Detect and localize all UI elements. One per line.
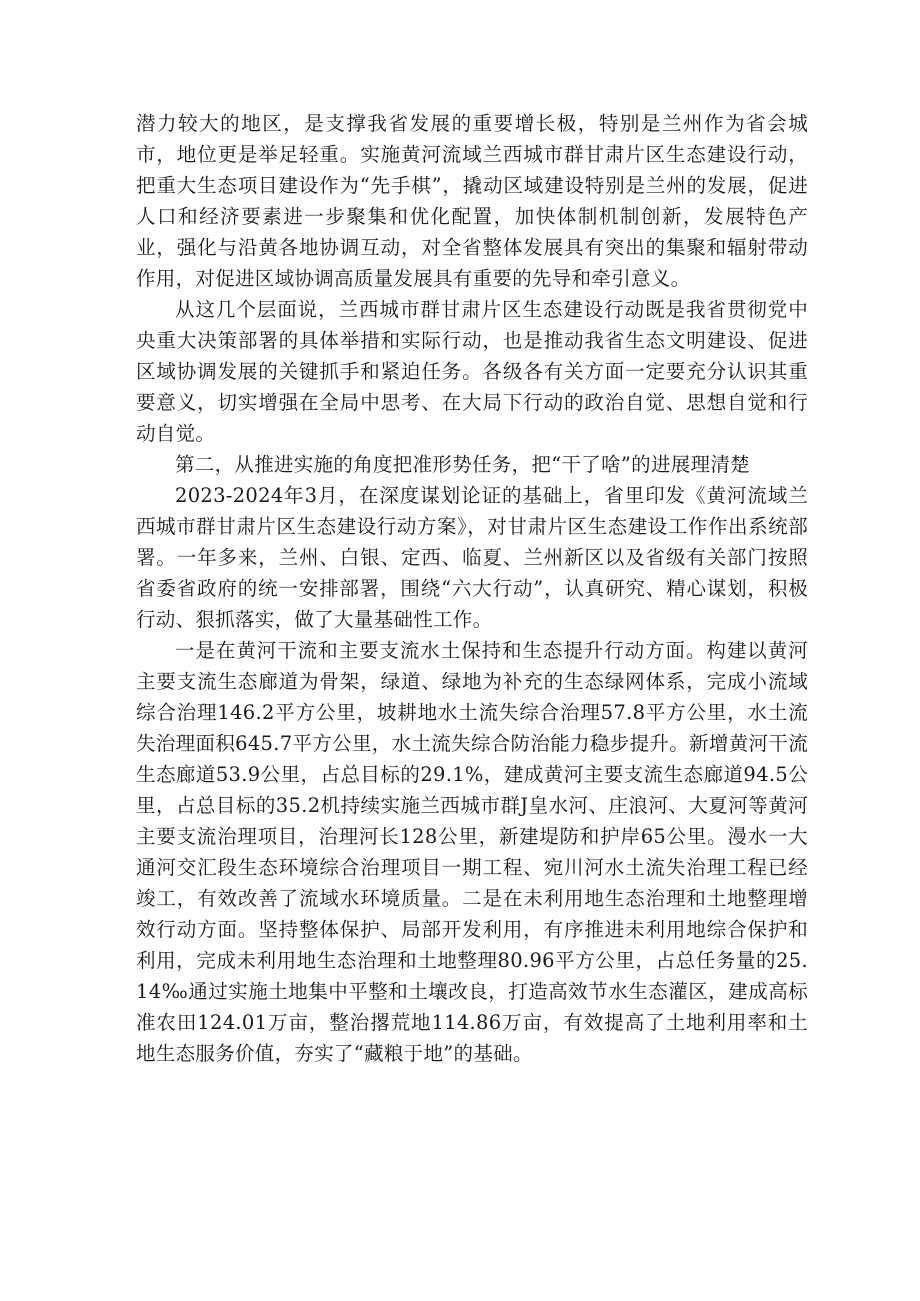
paragraph-progress-overview: 2023-2024年3月，在深度谋划论证的基础上，省里印发《黄河流域兰西城市群甘肃片区生态建设行动方案》，对甘肃片区生态建设工作作出系统部署。一年多来，兰州、白银、定西、临夏、兰州新区以及省级有关部门按照省委省政府的统一安排部署，围绕“六大行动”，认真研究、精心谋划，积极行动、狠抓落实，做了大量基础性工作。: [136, 484, 808, 631]
paragraph-actions-detail: 一是在黄河干流和主要支流水土保持和生态提升行动方面。构建以黄河主要支流生态廊道为骨架，绿道、绿地为补充的生态绿网体系，完成小流域综合治理146.2平方公里，坡耕地水土流失综合治理57.8平方公里，水土流失治理面积645.7平方公里，水土流失综合防治能力稳步提升。新增黄河干流生态廊道53.9公里，占总目标的29.1%，建成黄河主要支流生态廊道94.5公里，占总目标的35.2机持续实施兰西城市群J皇水河、庄浪河、大夏河等黄河主要支流治理项目，治理河长128公里，新建堤防和护岸65公里。漫水一大通河交汇段生态环境综合治理项目一期工程、宛川河水土流失治理工程已经竣工，有效改善了流域水环境质量。二是在未利用地生态治理和土地整理增效行动方面。坚持整体保护、局部开发利用，有序推进未利用地综合保护和利用，完成未利用地生态治理和土地整理80.96平方公里，占总任务量的25.14‰通过实施土地集中平整和土壤改良，打造高效节水生态灌区，建成高标准农田124.01万亩，整治撂荒地114.86万亩，有效提高了土地利用率和土地生态服务价值，夯实了“藏粮于地”的基础。: [136, 639, 808, 1065]
document-body: [136, 108, 808, 1069]
paragraph-significance: 从这几个层面说，兰西城市群甘肃片区生态建设行动既是我省贯彻党中央重大决策部署的具体举措和实际行动，也是推动我省生态文明建设、促进区域协调发展的关键抓手和紧迫任务。各级各有关方面一定要充分认识其重要意义，切实增强在全局中思考、在大局下行动的政治自觉、思想自觉和行动自觉。: [136, 298, 808, 445]
paragraph-continuation: 潜力较大的地区，是支撑我省发展的重要增长极，特别是兰州作为省会城市，地位更是举足轻重。实施黄河流域兰西城市群甘肃片区生态建设行动，把重大生态项目建设作为“先手棋”，撬动区域建设特别是兰州的发展，促进人口和经济要素进一步聚集和优化配置，加快体制机制创新，发展特色产业，强化与沿黄各地协调互动，对全省整体发展具有突出的集聚和辐射带动作用，对促进区域协调高质量发展具有重要的先导和牵引意义。: [136, 112, 808, 290]
section-heading-second: 第二，从推进实施的角度把准形势任务，把“干了啥”的进展理清楚: [175, 453, 750, 476]
